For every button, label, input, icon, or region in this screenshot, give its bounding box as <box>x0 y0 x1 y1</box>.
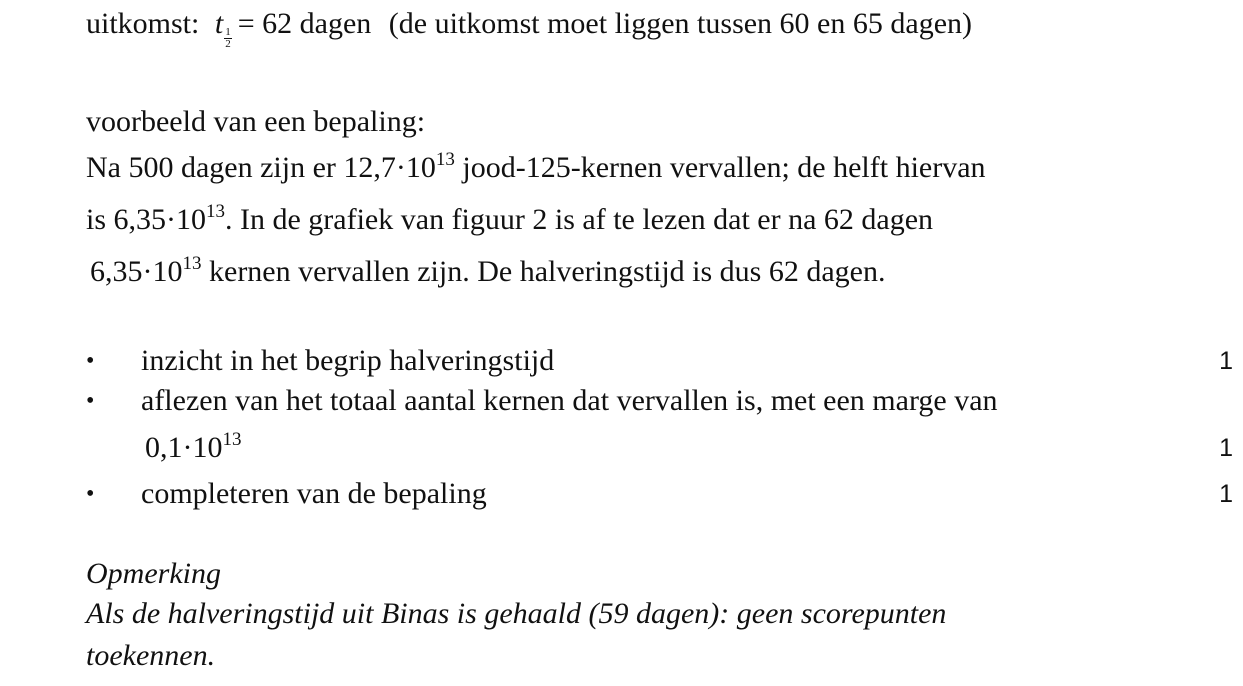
example-line-3 <box>90 254 885 290</box>
example-line-3-text: 6,35·10 <box>90 255 183 288</box>
subscript-numerator: 1 <box>225 26 231 38</box>
exponent: 13 <box>182 253 202 274</box>
half-life-variable: t <box>214 7 224 40</box>
example-line-1-rest: jood-125-kernen vervallen; de helft hiervan <box>454 151 986 184</box>
result-prefix: uitkomst: <box>86 7 200 40</box>
exponent: 13 <box>435 149 455 170</box>
half-life-subscript <box>224 27 232 50</box>
example-line-2-text: is 6,35·10 <box>86 203 206 236</box>
example-line-2-rest: . In de grafiek van figuur 2 is af te lezen dat er na 62 dagen <box>225 203 934 236</box>
example-line-1-text: Na 500 dagen zijn er 12,7·10 <box>86 151 436 184</box>
example-line-3-rest: kernen vervallen zijn. De halveringstijd is dus 62 dagen. <box>201 255 886 288</box>
result-value: = 62 dagen <box>237 7 372 40</box>
score-value: 1 <box>1219 434 1233 462</box>
example-line-2 <box>86 202 933 238</box>
criterion-text: inzicht in het begrip halveringstijd <box>141 344 555 377</box>
exponent: 13 <box>222 429 242 450</box>
example-line-1 <box>86 150 986 186</box>
criterion-text: completeren van de bepaling <box>141 477 487 510</box>
exponent: 13 <box>206 201 225 222</box>
criterion-text: aflezen van het totaal aantal kernen dat vervallen is, met een marge van <box>141 384 998 417</box>
remark-line-1: Als de halveringstijd uit Binas is gehaald (59 dagen): geen scorepunten <box>86 597 947 630</box>
subscript-denominator: 2 <box>225 38 231 50</box>
result-line <box>86 6 972 50</box>
result-note: (de uitkomst moet liggen tussen 60 en 65 dagen) <box>388 7 972 40</box>
bullet-icon: • <box>86 481 95 507</box>
bullet-icon: • <box>86 348 95 374</box>
remark-title: Opmerking <box>86 557 221 590</box>
bullet-icon: • <box>86 388 95 414</box>
score-value: 1 <box>1219 480 1233 508</box>
remark-line-2: toekennen. <box>86 639 216 672</box>
criterion-text-continued <box>145 430 242 466</box>
score-value: 1 <box>1219 347 1233 375</box>
example-heading: voorbeeld van een bepaling: <box>86 105 426 138</box>
margin-value: 0,1·10 <box>145 431 223 464</box>
